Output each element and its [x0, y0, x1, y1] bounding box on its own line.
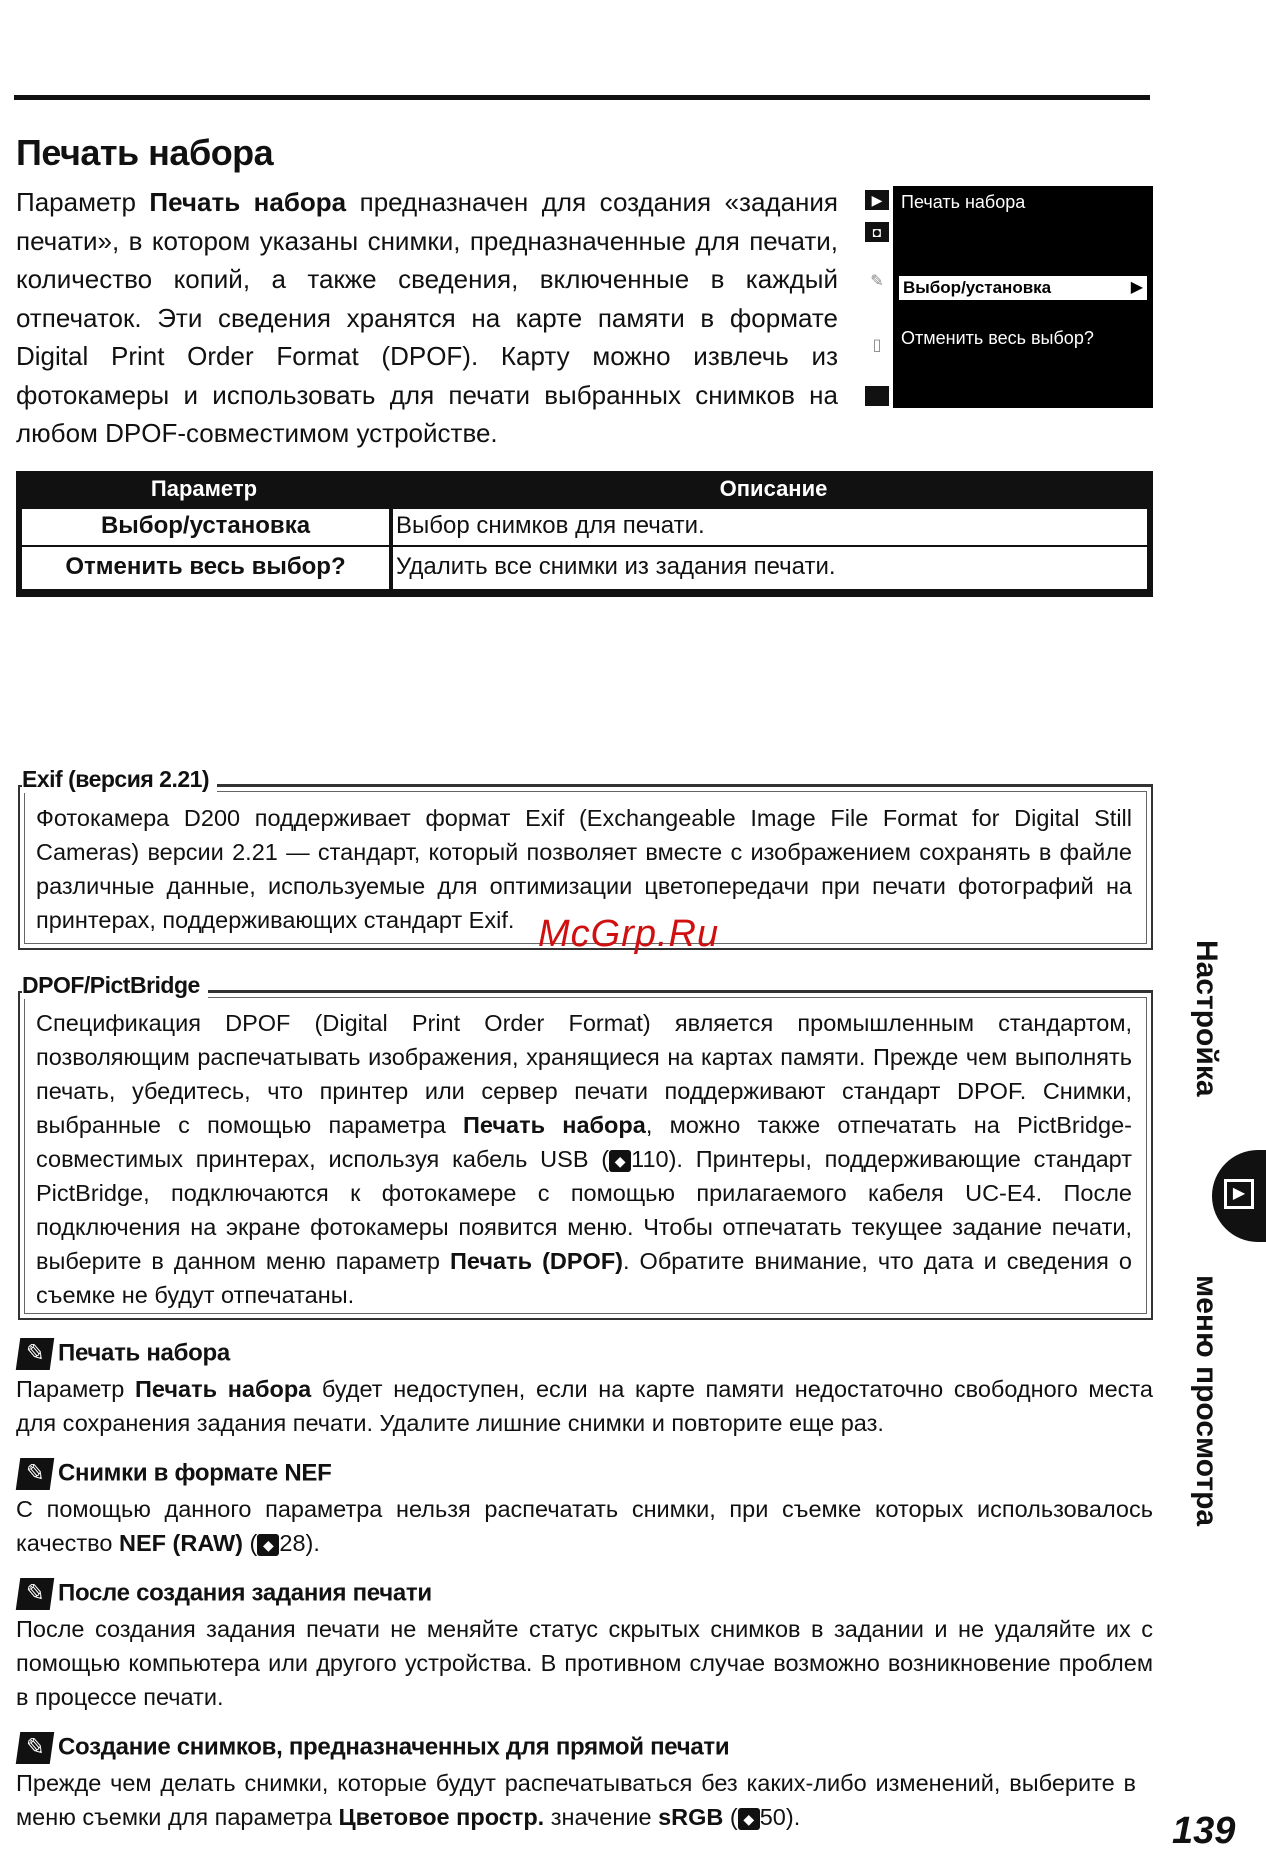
- recent-icon: [865, 386, 889, 406]
- dpof-box-title: DPOF/PictBridge: [22, 972, 208, 999]
- pencil-icon: ✎: [870, 273, 884, 290]
- setup-icon: ▯: [872, 337, 882, 354]
- side-tab-menu-label: меню просмотра: [1190, 1275, 1223, 1527]
- table-cell: Выбор/установка: [22, 509, 389, 545]
- exif-box-title: Exif (версия 2.21): [22, 766, 217, 793]
- side-tab-section-label: Настройка: [1190, 940, 1223, 1097]
- note-title-print-set: ✎ Печать набора: [18, 1338, 230, 1370]
- parameter-table: [16, 471, 1153, 597]
- page-ref-icon: ◆: [738, 1808, 760, 1830]
- exif-box-text: Фотокамера D200 поддерживает формат Exif (Exchangeable Image File Format for Digital Still Cameras) версии 2.21 — стандарт, который позволяет вместе с изображением сохранять в файле различные данные, используемые для оптимизации цветопередачи при печати фотографий на принтерах, поддерживающих стандарт Exif.: [36, 805, 1132, 933]
- camera-icon: ◘: [865, 222, 889, 242]
- camera-menu-title: Печать набора: [901, 192, 1026, 212]
- camera-menu-item-cancel[interactable]: Отменить весь выбор?: [901, 328, 1094, 348]
- note-title-after-job: ✎ После создания задания печати: [18, 1578, 432, 1610]
- page-ref-icon: ◆: [609, 1150, 631, 1172]
- table-header-param: Параметр: [150, 476, 258, 501]
- playback-icon: ▶: [1224, 1179, 1254, 1209]
- page-ref-icon: ◆: [257, 1534, 279, 1556]
- playback-icon: ▶: [865, 190, 889, 210]
- arrow-right-icon: ▶: [1130, 279, 1143, 296]
- table-cell: Удалить все снимки из задания печати.: [393, 547, 1147, 589]
- pencil-note-icon: ✎: [16, 1578, 54, 1610]
- camera-menu-icons: [865, 190, 889, 410]
- pencil-note-icon: ✎: [16, 1732, 54, 1764]
- top-rule: [14, 95, 1150, 100]
- note-text-nef: С помощью данного параметра нельзя распечатать снимки, при съемке которых использовалось качество NEF (RAW) ( ◆ 28).: [16, 1496, 1153, 1556]
- table-cell: Отменить весь выбор?: [22, 547, 389, 589]
- table-cell: Выбор снимков для печати.: [393, 509, 1147, 545]
- table-header-desc: Описание: [719, 476, 828, 501]
- dpof-box-text: Спецификация DPOF (Digital Print Order Format) является промышленным стандартом, позволяющим распечатывать изображения, хранящиеся на картах памяти. Прежде чем выполнять печать, убедитесь, что принтер или сервер печати поддерживают стандарт DPOF. Снимки, выбранные с помощью параметра Печать набора, можно также отпечатать на PictBridge-совместимых принтерах, используя кабель USB ( ◆ 110). Принтеры, поддерживающие стандарт PictBridge, подключаются к фотокамере с помощью прилагаемого кабеля UC-E4. После подключения на экране фотокамеры появится меню. Чтобы отпечатать текущее задание печати, выберите в данном меню параметр Печать (DPOF). Обратите внимание, что дата и сведения о съемке не будут отпечатаны.: [36, 1010, 1132, 1308]
- note-text-after-job: После создания задания печати не меняйте статус скрытых снимков в задании и не удаляйте их с помощью компьютера или другого устройства. В противном случае возможно возникновение проблем в процессе печати.: [16, 1616, 1153, 1710]
- side-tab-icon: [1212, 1150, 1266, 1242]
- intro-bold: Печать набора: [149, 187, 347, 217]
- note-text-direct-print: Прежде чем делать снимки, которые будут распечатываться без каких-либо изменений, выберите в меню съемки для параметра Цветовое простр. значение sRGB ( ◆ 50).: [16, 1770, 1136, 1830]
- pencil-note-icon: ✎: [16, 1338, 54, 1370]
- note-title-nef: ✎ Снимки в формате NEF: [18, 1458, 331, 1490]
- note-text-print-set: Параметр Печать набора будет недоступен, если на карте памяти недостаточно свободного места для сохранения задания печати. Удалите лишние снимки и повторите еще раз.: [16, 1376, 1153, 1436]
- camera-menu-selected-item[interactable]: Выбор/установка ▶: [899, 276, 1147, 300]
- page-title: Печать набора: [16, 132, 274, 173]
- note-title-direct-print: ✎ Создание снимков, предназначенных для прямой печати: [18, 1732, 729, 1764]
- camera-menu: [893, 186, 1153, 408]
- watermark: McGrp.Ru: [538, 913, 720, 955]
- page-number: 139: [1172, 1810, 1236, 1852]
- pencil-note-icon: ✎: [16, 1458, 54, 1490]
- intro-paragraph: Параметр Печать набора предназначен для создания «задания печати», в котором указаны снимки, предназначенные для печати, количество копий, а также сведения, включенные в каждый отпечаток. Эти сведения хранятся на карте памяти в формате Digital Print Order Format (DPOF). Карту можно извлечь из фотокамеры и использовать для печати выбранных снимков на любом DPOF-совместимом устройстве.: [16, 187, 838, 448]
